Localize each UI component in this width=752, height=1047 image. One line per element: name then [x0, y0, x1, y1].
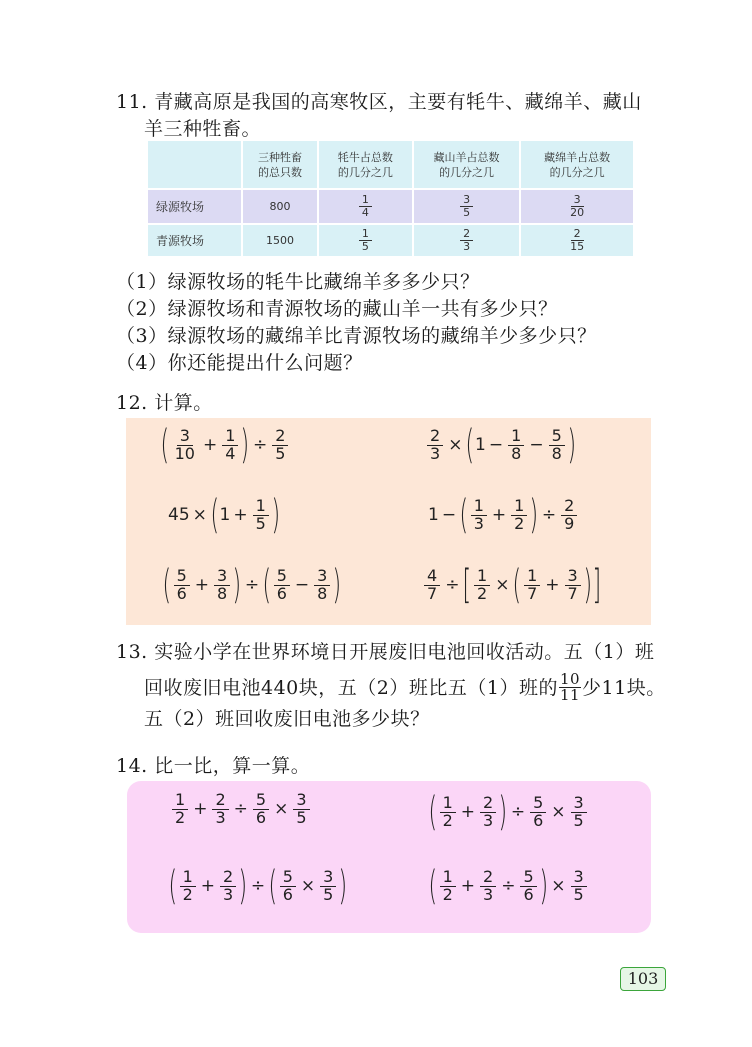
q11-sub-1: （1）绿源牧场的牦牛比藏绵羊多多少只？ — [116, 271, 480, 293]
page-number: 103 — [620, 967, 666, 991]
row-sheep-fraction: $\frac{2}{15}$ — [520, 224, 634, 257]
header-goat: 藏山羊占总数 的几分之几 — [413, 141, 521, 189]
table-row — [148, 189, 634, 224]
row-goat-fraction: $\frac{3}{5}$ — [413, 189, 521, 224]
q14-expr-1: $\frac{1}{2}$ + $\frac{2}{3}$ ÷ $\frac{5}{6}$ × $\frac{3}{5}$ — [170, 792, 312, 827]
q12-expr-6: $\frac{4}{7}$ ÷ [ $\frac{1}{2}$ × ( $\frac{1}{7}$ + $\frac{3}{7}$ ) ] — [422, 565, 602, 605]
row-goat-fraction: $\frac{2}{3}$ — [413, 224, 521, 257]
row-yak-fraction: $\frac{1}{5}$ — [318, 224, 413, 257]
table-row — [148, 224, 634, 257]
row-yak-fraction: $\frac{1}{4}$ — [318, 189, 413, 224]
q12-expr-4: 1 − ( $\frac{1}{3}$ + $\frac{1}{2}$ ) ÷ $\frac{2}{9}$ — [428, 495, 579, 535]
q13-line2: 回收废旧电池440块，五（2）班比五（1）班的 10 11 少11块。 — [144, 670, 666, 704]
q11-text: 青藏高原是我国的高寒牧区，主要有牦牛、藏绵羊、藏山 — [154, 91, 642, 113]
row-name: 绿源牧场 — [148, 189, 242, 224]
q11-number: 11. — [116, 91, 148, 113]
q11-line1 — [116, 90, 642, 114]
q13-line1: 13. 实验小学在世界环境日开展废旧电池回收活动。五（1）班 — [116, 641, 655, 663]
q13-fraction: 10 11 — [559, 670, 581, 704]
header-total: 三种牲畜 的总只数 — [242, 141, 318, 189]
q12-expr-5: ( $\frac{5}{6}$ + $\frac{3}{8}$ ) ÷ ( $\frac{5}{6}$ − $\frac{3}{8}$ ) — [162, 562, 342, 608]
row-total: 1500 — [242, 224, 318, 257]
q14-expr-4: ( $\frac{1}{2}$ + $\frac{2}{3}$ ÷ $\frac{5}{6}$ ) × $\frac{3}{5}$ — [428, 866, 589, 906]
q12-expr-3: 45 × ( 1 + $\frac{1}{5}$ ) — [168, 492, 280, 538]
q11-sub-4: （4）你还能提出什么问题？ — [116, 352, 363, 374]
q14-expr-2: ( $\frac{1}{2}$ + $\frac{2}{3}$ ) ÷ $\frac{5}{6}$ × $\frac{3}{5}$ — [428, 792, 589, 832]
header-yak: 牦牛占总数 的几分之几 — [318, 141, 413, 189]
header-sheep: 藏绵羊占总数 的几分之几 — [520, 141, 634, 189]
row-total: 800 — [242, 189, 318, 224]
table-header-row — [148, 141, 634, 189]
row-sheep-fraction: $\frac{3}{20}$ — [520, 189, 634, 224]
row-name: 青源牧场 — [148, 224, 242, 257]
q14-title: 14. 比一比，算一算。 — [116, 755, 311, 777]
q11-sub-2: （2）绿源牧场和青源牧场的藏山羊一共有多少只？ — [116, 298, 558, 320]
q14-expr-3: ( $\frac{1}{2}$ + $\frac{2}{3}$ ) ÷ ( $\frac{5}{6}$ × $\frac{3}{5}$ ) — [168, 863, 348, 909]
q12-expr-2: $\frac{2}{3}$ × ( 1 − $\frac{1}{8}$ − $\frac{5}{8}$ ) — [425, 425, 576, 465]
q11-sub-3: （3）绿源牧场的藏绵羊比青源牧场的藏绵羊少多少只？ — [116, 325, 597, 347]
header-cell-empty — [148, 141, 242, 189]
q12-title: 12. 计算。 — [116, 392, 213, 414]
q11-line2: 羊三种牲畜。 — [144, 118, 262, 140]
q13-line3: 五（2）班回收废旧电池多少块？ — [144, 708, 430, 730]
q12-expr-1: ( $\frac{3}{10}$ + $\frac{1}{4}$ ) ÷ $\frac{2}{5}$ — [160, 425, 290, 465]
livestock-table — [148, 141, 635, 258]
